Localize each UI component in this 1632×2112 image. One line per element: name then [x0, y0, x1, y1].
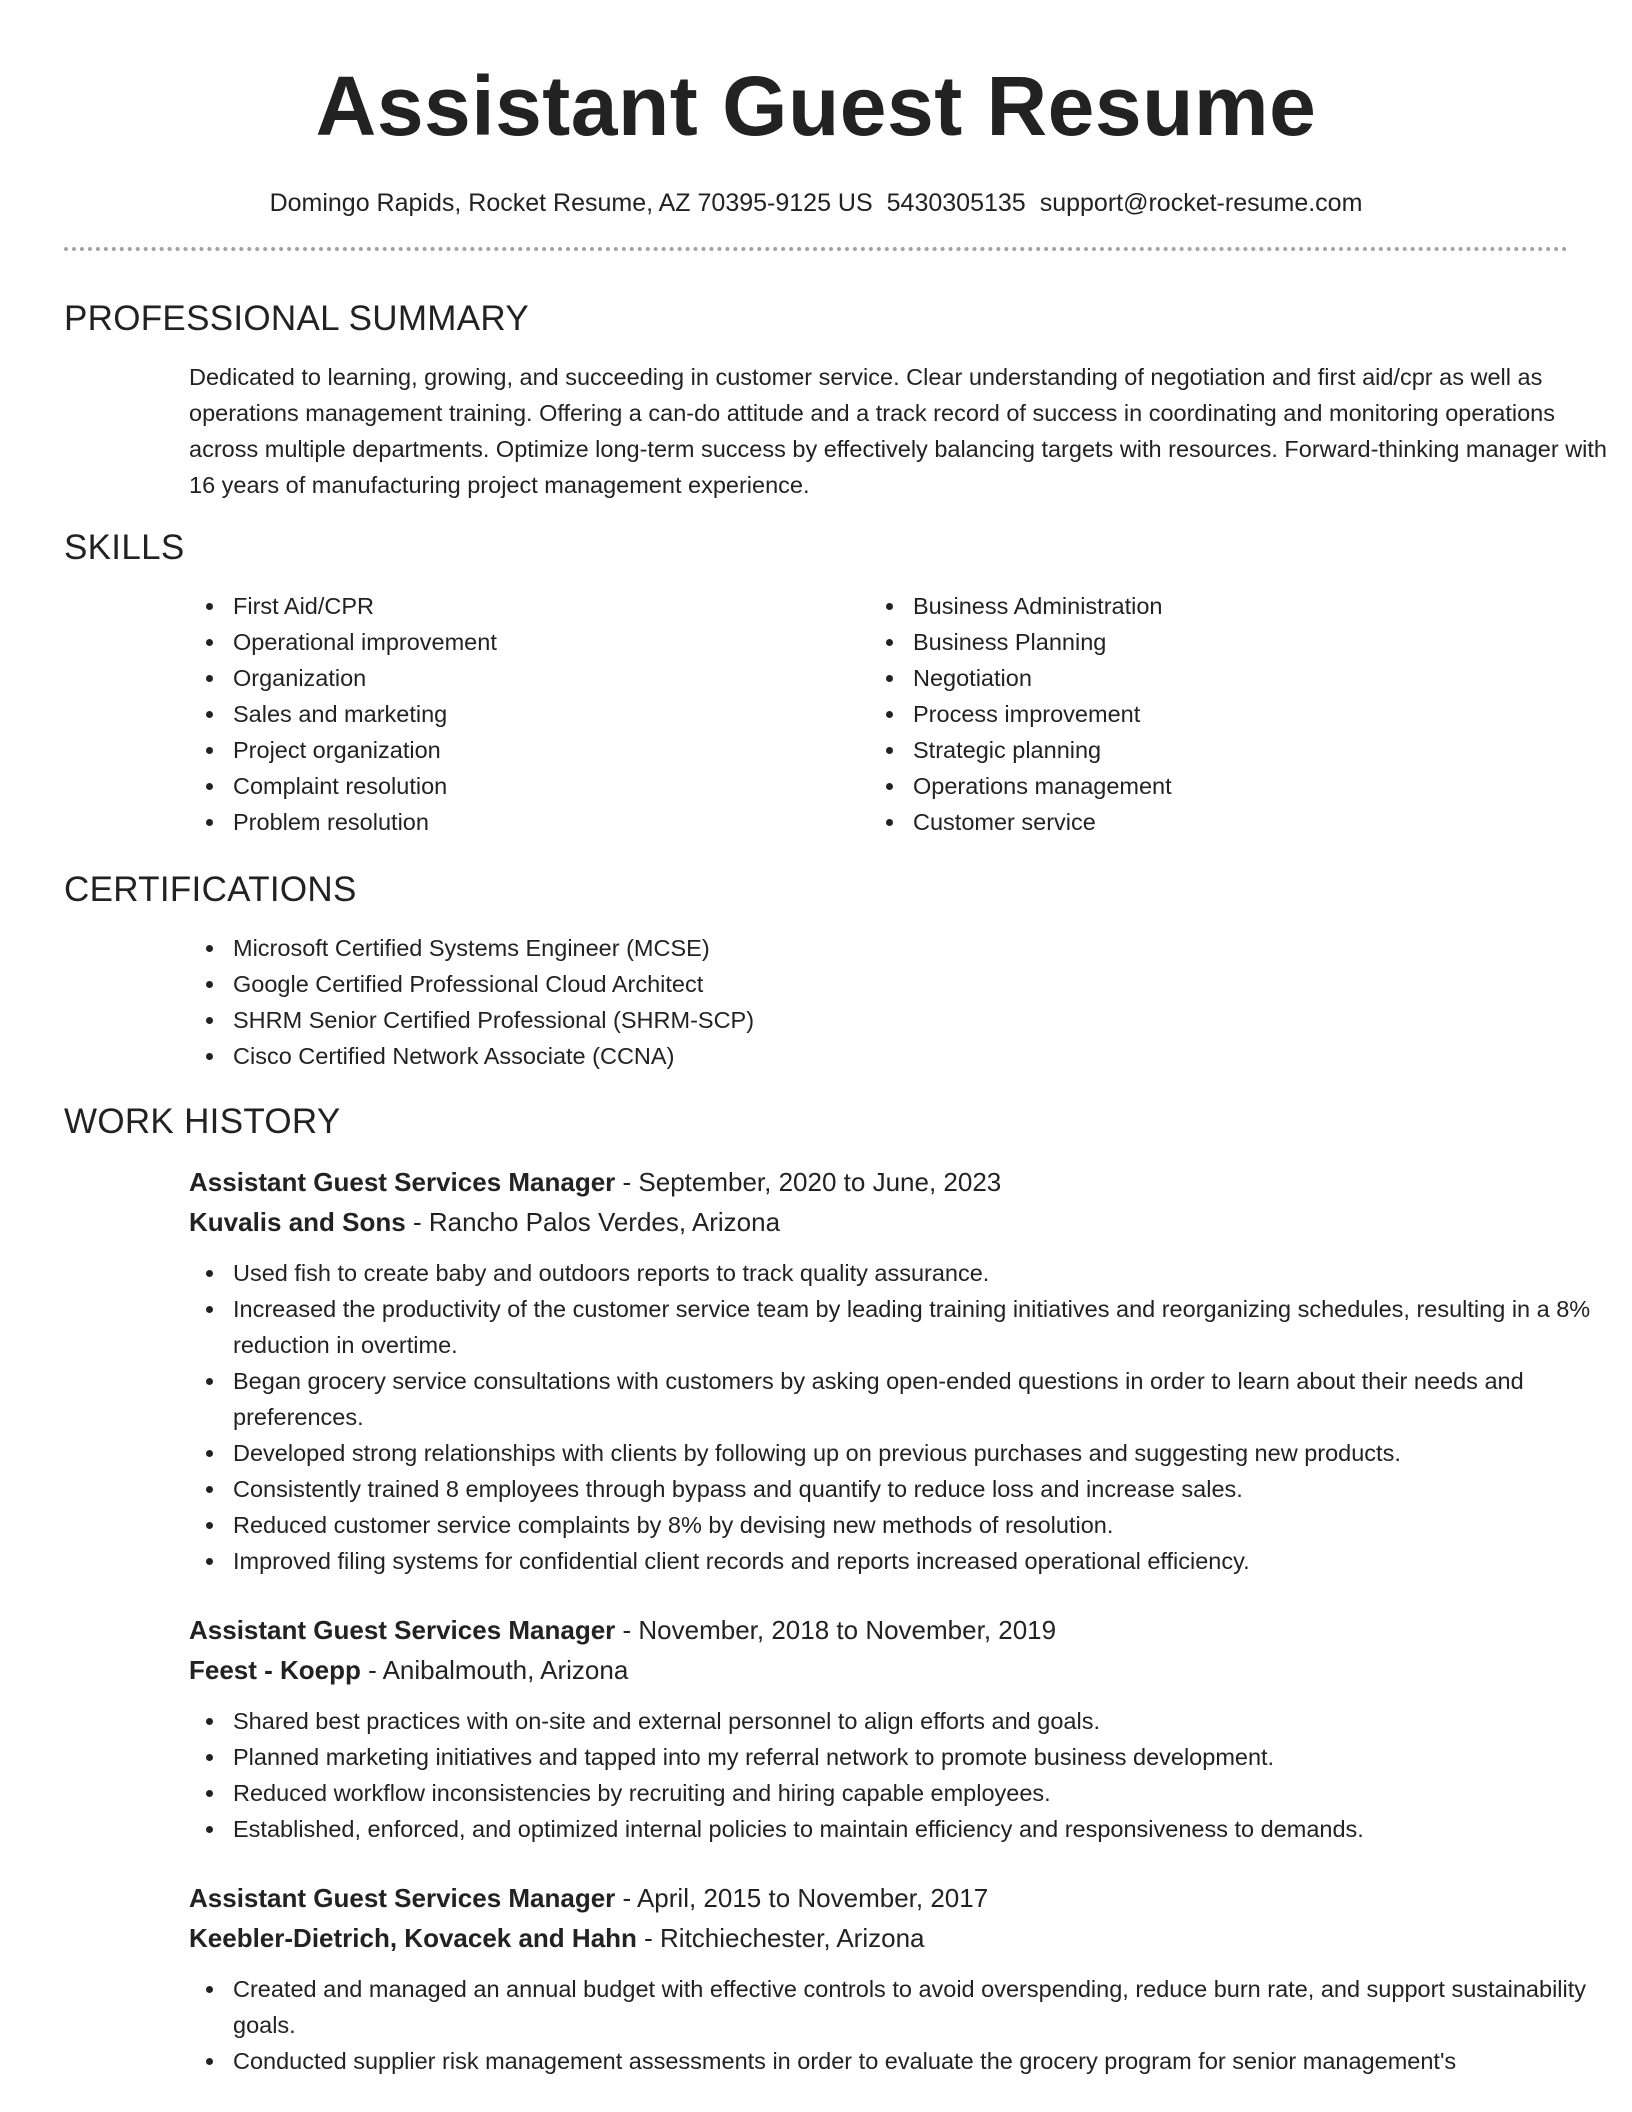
- contact-email: support@rocket-resume.com: [1039, 189, 1363, 217]
- skill-item: Strategic planning: [869, 732, 1549, 768]
- certification-item: Microsoft Certified Systems Engineer (MCSE): [189, 930, 1568, 966]
- skill-item: Negotiation: [869, 660, 1549, 696]
- job-bullets: [189, 1703, 1619, 1847]
- contact-address: Domingo Rapids, Rocket Resume, AZ 70395-9125 US: [269, 189, 873, 217]
- contact-line: [64, 188, 1568, 218]
- job-role: Assistant Guest Services Manager: [189, 1883, 616, 1913]
- skill-item: Sales and marketing: [189, 696, 869, 732]
- job-title-line: [189, 1610, 1619, 1650]
- certification-item: SHRM Senior Certified Professional (SHRM-SCP): [189, 1002, 1568, 1038]
- job-bullet: Improved filing systems for confidential client records and reports increased operational efficiency.: [189, 1543, 1619, 1579]
- job-company: Kuvalis and Sons: [189, 1207, 406, 1237]
- section-title-certifications: CERTIFICATIONS: [64, 870, 357, 909]
- certification-item: Google Certified Professional Cloud Architect: [189, 966, 1568, 1002]
- job-bullet: Planned marketing initiatives and tapped into my referral network to promote business development.: [189, 1739, 1619, 1775]
- skill-item: Organization: [189, 660, 869, 696]
- job-company-line: [189, 1202, 1619, 1242]
- job-title-line: [189, 1878, 1619, 1918]
- job-company-line: [189, 1650, 1619, 1690]
- section-title-summary: PROFESSIONAL SUMMARY: [64, 299, 529, 338]
- skills-column-left: [189, 588, 869, 840]
- skills-column-right: [869, 588, 1549, 840]
- job-bullet: Increased the productivity of the customer service team by leading training initiatives and reorganizing schedules, resulting in a 8% reduction in overtime.: [189, 1291, 1619, 1363]
- job-bullet: Began grocery service consultations with customers by asking open-ended questions in order to learn about their needs and preferences.: [189, 1363, 1619, 1435]
- section-title-work-history: WORK HISTORY: [64, 1102, 341, 1141]
- skill-item: Process improvement: [869, 696, 1549, 732]
- job-bullet: Consistently trained 8 employees through bypass and quantify to reduce loss and increase sales.: [189, 1471, 1619, 1507]
- resume-name: Assistant Guest Resume: [315, 59, 1317, 153]
- skill-item: Business Administration: [869, 588, 1549, 624]
- job-bullet: Conducted supplier risk management assessments in order to evaluate the grocery program for senior management's: [189, 2043, 1619, 2079]
- skill-item: Operations management: [869, 768, 1549, 804]
- job-bullet: Shared best practices with on-site and external personnel to align efforts and goals.: [189, 1703, 1619, 1739]
- contact-phone: 5430305135: [886, 189, 1026, 217]
- skill-item: Project organization: [189, 732, 869, 768]
- job-bullet: Developed strong relationships with clients by following up on previous purchases and suggesting new products.: [189, 1435, 1619, 1471]
- job-bullet: Reduced workflow inconsistencies by recruiting and hiring capable employees.: [189, 1775, 1619, 1811]
- job-dates: - September, 2020 to June, 2023: [615, 1167, 1002, 1197]
- job-role: Assistant Guest Services Manager: [189, 1615, 616, 1645]
- skill-item: Business Planning: [869, 624, 1549, 660]
- job-location: - Rancho Palos Verdes, Arizona: [405, 1207, 781, 1237]
- skills-list: [189, 588, 1568, 840]
- job-bullet: Established, enforced, and optimized internal policies to maintain efficiency and responsiveness to demands.: [189, 1811, 1619, 1847]
- skill-item: Problem resolution: [189, 804, 869, 840]
- job-entry: [189, 1162, 1619, 1579]
- certification-item: Cisco Certified Network Associate (CCNA): [189, 1038, 1568, 1074]
- skill-item: Customer service: [869, 804, 1549, 840]
- job-entry: [189, 1878, 1619, 2079]
- skill-item: Operational improvement: [189, 624, 869, 660]
- job-bullet: Created and managed an annual budget with effective controls to avoid overspending, reduce burn rate, and support sustainability goals.: [189, 1971, 1619, 2043]
- job-role: Assistant Guest Services Manager: [189, 1167, 616, 1197]
- job-bullets: [189, 1255, 1619, 1579]
- job-bullet: Used fish to create baby and outdoors reports to track quality assurance.: [189, 1255, 1619, 1291]
- job-entry: [189, 1610, 1619, 1847]
- job-title-line: [189, 1162, 1619, 1202]
- job-company: Feest - Koepp: [189, 1655, 361, 1685]
- skill-item: First Aid/CPR: [189, 588, 869, 624]
- job-bullets: [189, 1971, 1619, 2079]
- header-divider: [64, 247, 1568, 251]
- job-dates: - April, 2015 to November, 2017: [615, 1883, 989, 1913]
- section-title-skills: SKILLS: [64, 528, 185, 567]
- job-company-line: [189, 1918, 1619, 1958]
- job-location: - Anibalmouth, Arizona: [360, 1655, 629, 1685]
- certifications-list: [189, 930, 1568, 1074]
- job-location: - Ritchiechester, Arizona: [636, 1923, 925, 1953]
- job-dates: - November, 2018 to November, 2019: [615, 1615, 1057, 1645]
- job-company: Keebler-Dietrich, Kovacek and Hahn: [189, 1923, 637, 1953]
- job-bullet: Reduced customer service complaints by 8% by devising new methods of resolution.: [189, 1507, 1619, 1543]
- skill-item: Complaint resolution: [189, 768, 869, 804]
- summary-text: Dedicated to learning, growing, and succeeding in customer service. Clear understanding of negotiation and first aid/cpr as well as operations management training. Offering a can-do attitude and a track record of success in coordinating and monitoring operations across multiple departments. Optimize long-term success by effectively balancing targets with resources. Forward-thinking manager with 16 years of manufacturing project management experience.: [189, 364, 1607, 498]
